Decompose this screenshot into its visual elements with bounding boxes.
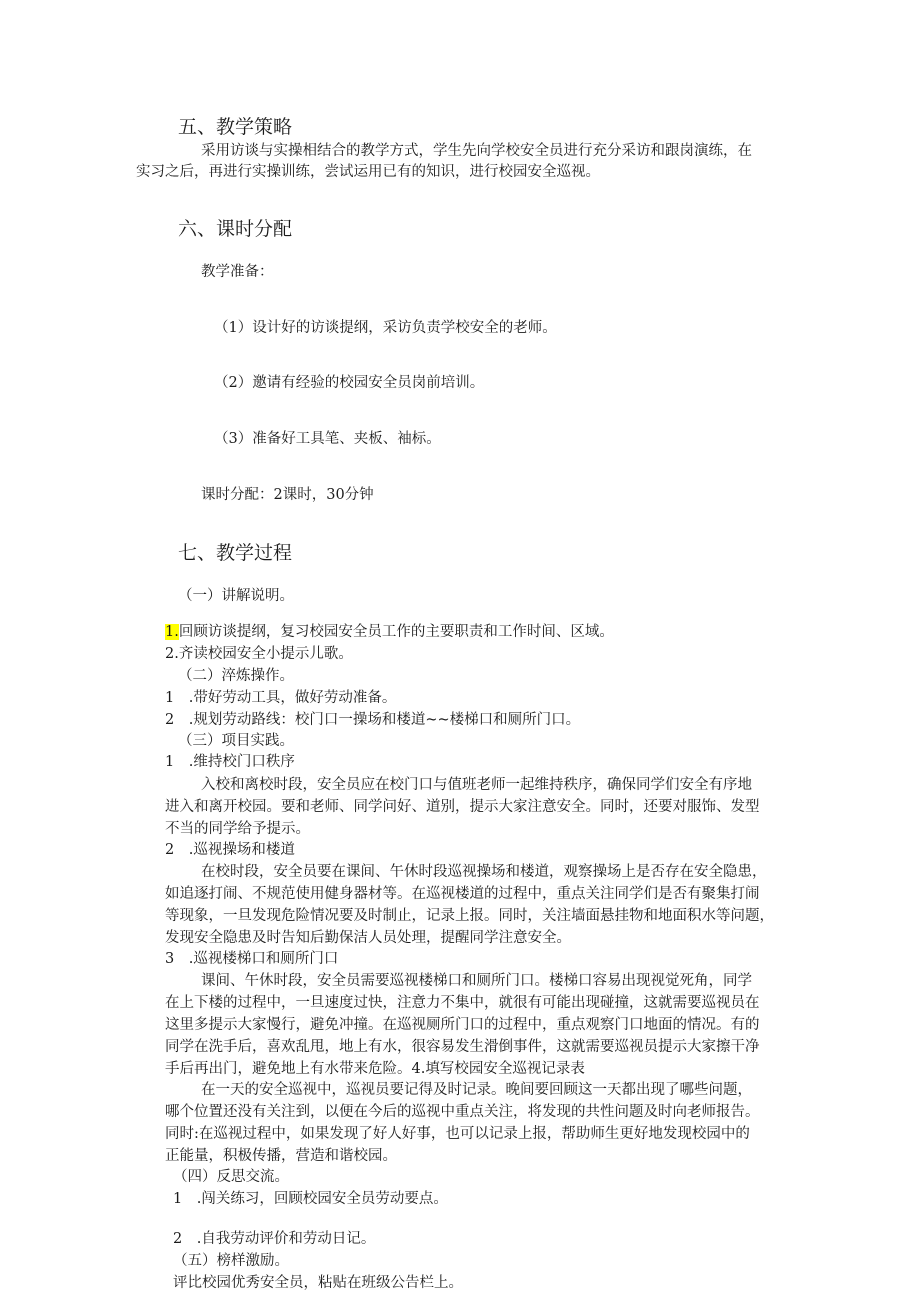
subsection-heading: （一）讲解说明。 [178, 588, 294, 604]
prep-item-1: （1）设计好的访谈提纲，采访负责学校安全的老师。 [214, 320, 557, 336]
class-hours: 课时分配：2课时，30分钟 [201, 487, 374, 503]
list-item: 2 .规划劳动路线：校门口一操场和楼道~~楼梯口和厕所门口。 [165, 712, 581, 728]
paragraph-line: 发现安全隐患及时告知后勤保洁人员处理，提醒同学注意安全。 [165, 930, 571, 946]
subsection-heading: （二）淬炼操作。 [178, 668, 294, 684]
subsection-heading: （四）反思交流。 [173, 1169, 289, 1185]
paragraph-line: 进入和离开校园。要和老师、同学问好、道别，提示大家注意安全。同时，还要对服饰、发型 [165, 799, 760, 815]
paragraph-line: 不当的同学给予提示。 [165, 821, 310, 837]
paragraph-line: 入校和离校时段，安全员应在校门口与值班老师一起维持秩序，确保同学们安全有序地 [201, 777, 752, 793]
paragraph-line: 评比校园优秀安全员，粘贴在班级公告栏上。 [173, 1275, 463, 1291]
list-item: 1 .带好劳动工具，做好劳动准备。 [165, 690, 397, 706]
section-heading-schedule: 六、课时分配 [178, 218, 293, 240]
paragraph-line: 课间、午休时段，安全员需要巡视楼梯口和厕所门口。楼梯口容易出现视觉死角，同学 [201, 973, 752, 989]
paragraph-line: 同学在洗手后，喜欢乱甩，地上有水，很容易发生滑倒事件，这就需要巡视员提示大家擦干净 [165, 1039, 760, 1055]
paragraph-line: 采用访谈与实操相结合的教学方式，学生先向学校安全员进行充分采访和跟岗演练，在 [201, 143, 752, 159]
paragraph-line: 在校时段，安全员要在课间、午休时段巡视操场和楼道，观察操场上是否存在安全隐患， [201, 864, 767, 880]
paragraph-line: 在上下楼的过程中，一旦速度过快，注意力不集中，就很有可能出现碰撞，这就需要巡视员在 [165, 995, 760, 1011]
list-item: 1 .维持校门口秩序 [165, 754, 295, 770]
paragraph-line: 正能量，积极传播，营造和谐校园。 [165, 1148, 397, 1164]
paragraph-line: 在一天的安全巡视中，巡视员要记得及时记录。晚间要回顾这一天都出现了哪些问题， [201, 1082, 752, 1098]
section-heading-process: 七、教学过程 [178, 542, 293, 564]
paragraph-line: 哪个位置还没有关注到，以便在今后的巡视中重点关注，将发现的共性问题及时向老师报告。 [165, 1104, 760, 1120]
subsection-heading: （五）榜样激励。 [173, 1253, 289, 1269]
prep-label: 教学准备： [201, 264, 274, 280]
list-item: 2 .巡视操场和楼道 [165, 842, 295, 858]
paragraph-line: 这里多提示大家慢行，避免冲撞。在巡视厕所门口的过程中，重点观察门口地面的情况。有的 [165, 1017, 760, 1033]
subsection-heading: （三）项目实践。 [178, 733, 294, 749]
section-heading-strategy: 五、教学策略 [178, 116, 293, 138]
list-item [165, 622, 614, 642]
paragraph-line: 等现象，一旦发现危险情况要及时制止，记录上报。同时，关注墙面悬挂物和地面积水等问题， [165, 908, 774, 924]
list-item: 3 .巡视楼梯口和厕所门口 [165, 951, 339, 967]
highlighted-number: 1. [165, 624, 179, 640]
prep-item-3: （3）准备好工具笔、夹板、袖标。 [214, 431, 441, 447]
list-item-text: 回顾访谈提纲，复习校园安全员工作的主要职责和工作时间、区域。 [178, 624, 614, 640]
prep-item-2: （2）邀请有经验的校园安全员岗前培训。 [214, 375, 485, 391]
list-item: 2 .自我劳动评价和劳动日记。 [173, 1231, 376, 1247]
list-item: 2.齐读校园安全小提示儿歌。 [165, 646, 353, 662]
paragraph-line: 同时:在巡视过程中，如果发现了好人好事，也可以记录上报，帮助师生更好地发现校园中的 [165, 1126, 750, 1142]
list-item: 1 .闯关练习，回顾校园安全员劳动要点。 [173, 1191, 448, 1207]
paragraph-line: 如追逐打闹、不规范使用健身器材等。在巡视楼道的过程中，重点关注同学们是否有聚集打闹 [165, 886, 760, 902]
paragraph-line: 手后再出门，避免地上有水带来危险。4.填写校园安全巡视记录表 [165, 1061, 585, 1077]
paragraph-line: 实习之后，再进行实操训练，尝试运用已有的知识，进行校园安全巡视。 [136, 164, 600, 180]
